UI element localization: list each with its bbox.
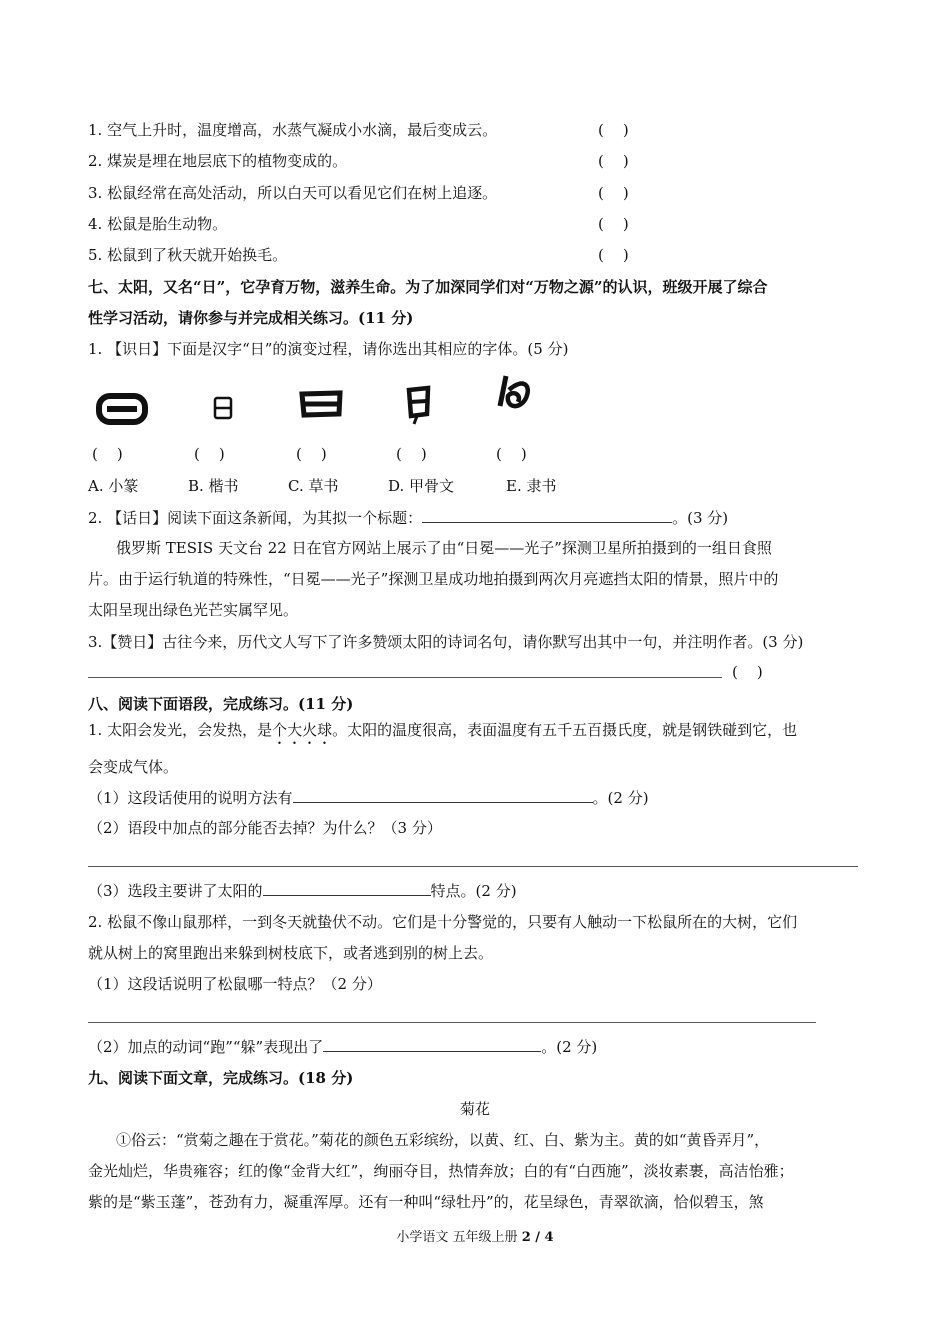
q8-2-question: （2）语段中加点的部分能否去掉？为什么？（3 分） [88,819,442,837]
feature-answer-blank[interactable] [263,880,431,896]
ri-glyph-1-image [94,372,152,432]
ri-glyph-4-image [400,372,436,432]
passage-2-line-1: 2. 松鼠不像山鼠那样，一到冬天就蛰伏不动。它们是十分警觉的，只要有人触动一下松鼠所在的大树，它们 [88,913,798,931]
section-7-heading-line1: 七、太阳，又名“日”，它孕育万物，滋养生命。为了加深同学们对“万物之源”的认识，班级开展了综合 [88,278,768,296]
passage-1-text-a: 1. 太阳会发光，会发热，是 [88,721,273,739]
footer-page-number: 2 / 4 [521,1230,554,1245]
q7-sub3-prompt: 3.【赞日】古往今来，历代文人写下了许多赞颂太阳的诗词名句，请你默写出其中一句，并注明作者。(3 分) [88,633,804,651]
passage-2-line-2: 就从树上的窝里跑出来躲到树枝底下，或者逃到别的树上去。 [88,944,494,962]
q7-sub2-score: 。(3 分) [672,509,729,527]
article-para-line-2: 金光灿烂，华贵雍容；红的像“金背大红”，绚丽夺目，热情奔放；白的有“白西施”，淡妆素裹，高洁怡雅； [88,1162,794,1180]
tf-item-1: 1. 空气上升时，温度增高，水蒸气凝成小水滴，最后变成云。 [88,121,498,139]
dotted-phrase: 个大火球 [272,721,333,739]
passage-1-line-1 [88,720,797,748]
section-8-heading: 八、阅读下面语段，完成练习。(11 分) [88,695,354,713]
answer-paren-3[interactable]: ( ) [598,184,629,202]
glyph-answer-paren-3[interactable]: ( ) [296,445,327,463]
section-9-heading: 九、阅读下面文章，完成练习。(18 分) [88,1069,354,1087]
article-title: 菊花 [459,1100,490,1118]
verb-answer-blank[interactable] [323,1036,541,1052]
glyph-answer-paren-4[interactable]: ( ) [396,445,427,463]
answer-paren-2[interactable]: ( ) [598,152,629,170]
tf-item-2: 2. 煤炭是埋在地层底下的植物变成的。 [88,152,348,170]
q7-sub1-prompt: 1. 【识日】下面是汉字“日”的演变过程，请你选出其相应的字体。(5 分) [88,340,569,358]
option-e: E. 隶书 [506,477,557,495]
q8-5-text: （2）加点的动词“跑”“躲”表现出了 [88,1038,324,1056]
footer-subject: 小学语文 五年级上册 [396,1230,522,1245]
option-b: B. 楷书 [188,477,239,495]
glyph-answer-paren-2[interactable]: ( ) [194,445,225,463]
q8-3-text: （3）选段主要讲了太阳的 [88,882,263,900]
q8-2-answer-line[interactable] [88,866,858,867]
headline-answer-blank[interactable] [422,507,672,523]
q8-3-question [88,880,517,901]
option-c: C. 草书 [288,477,339,495]
article-para-line-1: ①俗云：“赏菊之趣在于赏花。”菊花的颜色五彩缤纷，以黄、红、白、紫为主。黄的如“黄昏弄月”， [116,1131,770,1149]
method-answer-blank[interactable] [293,787,593,803]
news-line-3: 太阳呈现出绿色光芒实属罕见。 [88,601,299,619]
answer-paren-4[interactable]: ( ) [598,215,629,233]
news-line-2: 片。由于运行轨道的特殊性，“日冕——光子”探测卫星成功地拍摄到两次月亮遮挡太阳的情景，照片中的 [88,570,779,588]
ri-glyph-2-image [206,372,240,432]
author-answer-paren[interactable]: ( ) [732,663,763,681]
tf-item-5: 5. 松鼠到了秋天就开始换毛。 [88,246,288,264]
answer-paren-5[interactable]: ( ) [598,246,629,264]
q8-1-question [88,787,649,808]
ri-glyph-3-image [296,372,346,432]
q8-5-question [88,1036,597,1057]
passage-1-text-b: 。太阳的温度很高，表面温度有五千五百摄氏度，就是钢铁碰到它，也 [332,721,798,739]
q8-3-score: 特点。(2 分) [430,882,517,900]
q8-5-score: 。(2 分) [541,1038,598,1056]
ri-glyph-5-image [492,368,534,428]
q8-4-answer-line[interactable] [88,1022,816,1023]
glyph-answer-paren-1[interactable]: ( ) [92,445,123,463]
article-para-line-3: 紫的是“紫玉蓬”，苍劲有力，凝重浑厚。还有一种叫“绿牡丹”的，花呈绿色，青翠欲滴，恰似碧玉，煞 [88,1193,764,1211]
tf-item-4: 4. 松鼠是胎生动物。 [88,215,228,233]
poem-answer-line[interactable] [88,677,722,678]
glyph-answer-paren-5[interactable]: ( ) [496,445,527,463]
tf-item-3: 3. 松鼠经常在高处活动，所以白天可以看见它们在树上追逐。 [88,184,498,202]
q8-1-text: （1）这段话使用的说明方法有 [88,789,293,807]
q8-1-score: 。(2 分) [592,789,649,807]
section-7-heading-line2: 性学习活动，请你参与并完成相关练习。(11 分) [88,309,414,327]
option-a: A. 小篆 [88,477,139,495]
q7-sub2-text: 2. 【话日】阅读下面这条新闻，为其拟一个标题： [88,509,423,527]
answer-paren-1[interactable]: ( ) [598,121,629,139]
q7-sub2-prompt [88,507,728,528]
page-footer [0,1228,950,1248]
q8-4-question: （1）这段话说明了松鼠哪一特点？（2 分） [88,975,382,993]
news-line-1: 俄罗斯 TESIS 天文台 22 日在官方网站上展示了由“日冕——光子”探测卫星所拍摄到的一组日食照 [116,539,772,557]
option-d: D. 甲骨文 [388,477,455,495]
passage-1-line-2: 会变成气体。 [88,758,179,776]
